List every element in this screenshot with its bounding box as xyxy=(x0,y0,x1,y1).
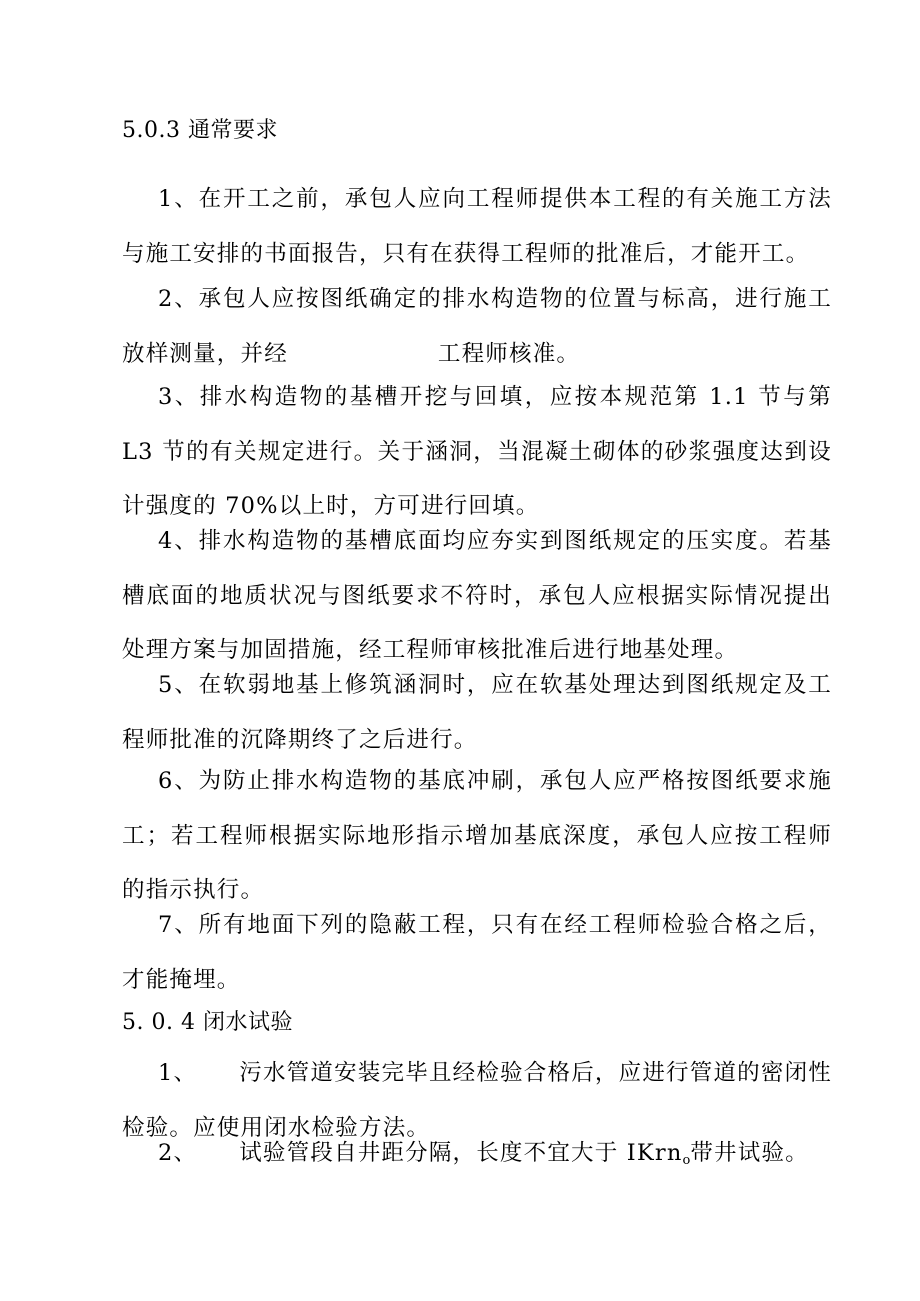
paragraph-test-item-2 xyxy=(122,1126,832,1189)
section-heading-5-0-4: 5. 0. 4 闭水试验 xyxy=(122,1010,293,1035)
item-2-text-end: 工程师核准。 xyxy=(437,340,581,367)
test-item-1-number: 1、 xyxy=(158,1060,198,1086)
paragraph-item-1: 1、在开工之前，承包人应向工程师提供本工程的有关施工方法与施工安排的书面报告，只有在获得工程师的批准后，才能开工。 xyxy=(122,186,832,267)
paragraph-item-6: 6、为防止排水构造物的基底冲刷，承包人应严格按图纸要求施工；若工程师根据实际地形指示增加基底深度，承包人应按工程师的指示执行。 xyxy=(122,768,832,903)
test-item-2-text: 试验管段自井距分隔，长度不宜大于 IKrn xyxy=(239,1140,683,1166)
test-item-1-text: 污水管道安装完毕且经检验合格后，应进行管道的密闭性检验。应使用闭水检验方法。 xyxy=(122,1060,832,1141)
paragraph-item-7: 7、所有地面下列的隐蔽工程，只有在经工程师检验合格之后，才能掩埋。 xyxy=(122,912,832,993)
test-item-2-subscript: o xyxy=(682,1153,691,1168)
test-item-2-tail: 带井试验。 xyxy=(690,1140,809,1166)
paragraph-item-5: 5、在软弱地基上修筑涵洞时，应在软基处理达到图纸规定及工程师批准的沉降期终了之后进行。 xyxy=(122,672,832,753)
paragraph-item-3: 3、排水构造物的基槽开挖与回填，应按本规范第 1.1 节与第 L3 节的有关规定进行。关于涵洞，当混凝土砌体的砂浆强度达到设计强度的 70%以上时，方可进行回填。 xyxy=(122,384,832,519)
paragraph-item-2 xyxy=(122,272,832,381)
item-2-text-start: 2、承包人应按图纸确定的排水构造物的位置与标高，进行施工放样测量，并经 xyxy=(122,286,832,367)
section-heading-5-0-3: 5.0.3 通常要求 xyxy=(122,118,278,143)
test-item-2-number: 2、 xyxy=(158,1140,198,1166)
paragraph-item-4: 4、排水构造物的基槽底面均应夯实到图纸规定的压实度。若基槽底面的地质状况与图纸要求不符时，承包人应根据实际情况提出处理方案与加固措施，经工程师审核批准后进行地基处理。 xyxy=(122,528,832,663)
